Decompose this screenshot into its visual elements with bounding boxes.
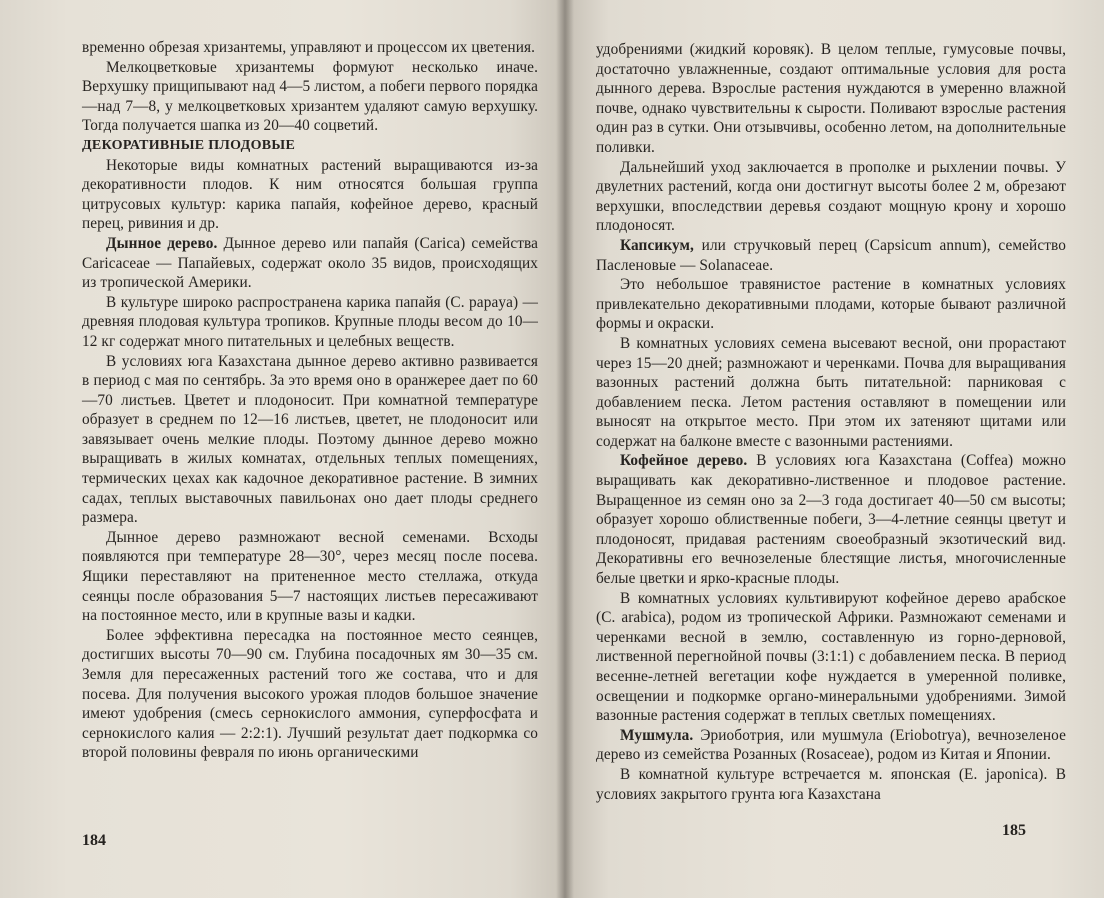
paragraph: временно обрезая хризантемы, управляют и процессом их цветения. bbox=[82, 39, 536, 56]
run-in-heading: Дынное дерево. bbox=[106, 234, 218, 252]
paragraph: В комнатных условиях культивируют кофейное дерево арабское (C. arabica), родом из тропической Африки. Размножают семенами и черенками весной в землю, составленную из горно-дерновой, лиственной перегнойной почвы (3:1:1) с добавлением песка. В период весенне-летней вегетации кофе нуждается в умеренной поливке, освещении и подкормке органо-минеральными удобрениями. Зимой вазонные растения содержат в теплых светлых помещениях. bbox=[596, 589, 1066, 725]
page-number: 185 bbox=[1002, 822, 1026, 839]
paragraph: В условиях юга Казахстана дынное дерево активно развивается в период с мая по сентябрь. За это время оно в оранжерее дает по 60—70 листьев. Цветет и плодоносит. При комнатной температуре образует в среднем по 12—16 листьев, цветет, не плодоносит или завязывает очень мелкие плоды. Поэтому дынное дерево можно выращивать в жилых комнатах, отдельных теплых помещениях, термических цехах как кадочное декоративное растение. В зимних садах, теплых выставочных павильонах оно дает плоды среднего размера. bbox=[82, 352, 538, 527]
page-number: 184 bbox=[82, 832, 106, 849]
paragraph-capsicum bbox=[596, 236, 1066, 275]
paragraph: Более эффективна пересадка на постоянное место сеянцев, достигших высоты 70—90 см. Глубина посадочных ям 30—35 см. Земля для пересаженных растений того же состава, что и для посева. Для получения высокого урожая плодов большое значение имеют удобрения (смесь сернокислого аммония, суперфосфата и сернокислого калия — 2:2:1). Лучший результат дает подкормка со второй половины февраля по июнь органическими bbox=[82, 626, 538, 762]
paragraph: Мелкоцветковые хризантемы формуют несколько иначе. Верхушку прищипывают над 4—5 листом, а побеги первого порядка—над 7—8, у мелкоцветковых хризантем удаляют самую верхушку. Тогда получается шапка из 20—40 соцветий. bbox=[82, 58, 538, 135]
paragraph-text: В условиях юга Казахстана (Coffea) можно выращивать как декоративно-лиственное и плодовое растение. Выращенное из семян оно за 2—3 года достигает 40—50 см высоты; образует хорошо облиственные побеги, 3—4-летние сеянцы цветут и плодоносят, придавая растениям своеобразный экзотический вид. Декоративны его вечнозеленые блестящие листья, многочисленные белые цветки и ярко-красные плоды. bbox=[596, 452, 1066, 588]
run-in-heading: Кофейное дерево. bbox=[620, 452, 748, 470]
paragraph-coffee bbox=[596, 451, 1066, 588]
paragraph: В комнатной культуре встречается м. японская (E. japonica). В условиях закрытого грунта юга Казахстана bbox=[596, 765, 1066, 803]
paragraph: Это небольшое травянистое растение в комнатных условиях привлекательно декоративными плодами, которые бывают различной формы и окраски. bbox=[596, 276, 1066, 333]
paragraph: В комнатных условиях семена высевают весной, они прорастают через 15—20 дней; размножают и черенками. Почва для выращивания вазонных растений должна быть питательной: парниковая с добавлением песка. Летом растения оставляют в помещении или выносят на открытое место. При этом их затеняют щитами или содержат на балконе вместе с вазонными растениями. bbox=[596, 334, 1066, 450]
paragraph: Дальнейший уход заключается в прополке и рыхлении почвы. У двулетних растений, когда они достигнут высоты более 2 м, обрезают верхушки, впоследствии деревья создают мощную крону и хорошо плодоносят. bbox=[596, 158, 1066, 235]
right-page-text bbox=[596, 40, 1066, 804]
paragraph-papaya bbox=[82, 234, 538, 293]
paragraph: Дынное дерево размножают весной семенами. Всходы появляются при температуре 28—30°, через месяц после посева. Ящики переставляют на притененное место стеллажа, откуда сеянцы после образования 5—7 настоящих листьев пересаживают на постоянное место, или в крупные вазы и кадки. bbox=[82, 528, 538, 625]
run-in-heading: Капсикум, bbox=[620, 236, 694, 254]
paragraph-text: Эриоботрия, или мушмула (Eriobotrya), вечнозеленое дерево из семейства Розанных (Rosaceae), родом из Китая и Японии. bbox=[596, 726, 1066, 764]
paragraph-text: Дынное дерево или папайя (Carica) семейства Caricaceae — Папайевых, содержат около 35 видов, происходящих из тропической Америки. bbox=[82, 234, 539, 292]
paragraph-medlar bbox=[596, 726, 1066, 765]
paragraph-text: или стручковый перец (Capsicum annum), семейство Пасленовые — Solanaceae. bbox=[596, 236, 1066, 274]
left-page-text bbox=[82, 38, 538, 763]
section-heading: ДЕКОРАТИВНЫЕ ПЛОДОВЫЕ bbox=[82, 137, 296, 153]
right-page bbox=[566, 0, 1104, 898]
paragraph: Некоторые виды комнатных растений выращиваются из-за декоративности плодов. К ним относятся большая группа цитрусовых культур: карика папайя, кофейное дерево, красный перец, ривиния и др. bbox=[82, 156, 538, 233]
run-in-heading: Мушмула. bbox=[620, 726, 694, 744]
paragraph: В культуре широко распространена карика папайя (C. papaya) — древняя плодовая культура тропиков. Крупные плоды весом до 10—12 кг содержат много питательных и целебных веществ. bbox=[82, 293, 538, 350]
paragraph: удобрениями (жидкий коровяк). В целом теплые, гумусовые почвы, достаточно увлажненные, создают оптимальные условия для роста дынного дерева. Взрослые растения нуждаются в умеренно влажной почве, однако чувствительны к сырости. Поливают взрослые растения один раз в сутки. Они отзывчивы, особенно летом, на дополнительные поливки. bbox=[596, 41, 1066, 156]
